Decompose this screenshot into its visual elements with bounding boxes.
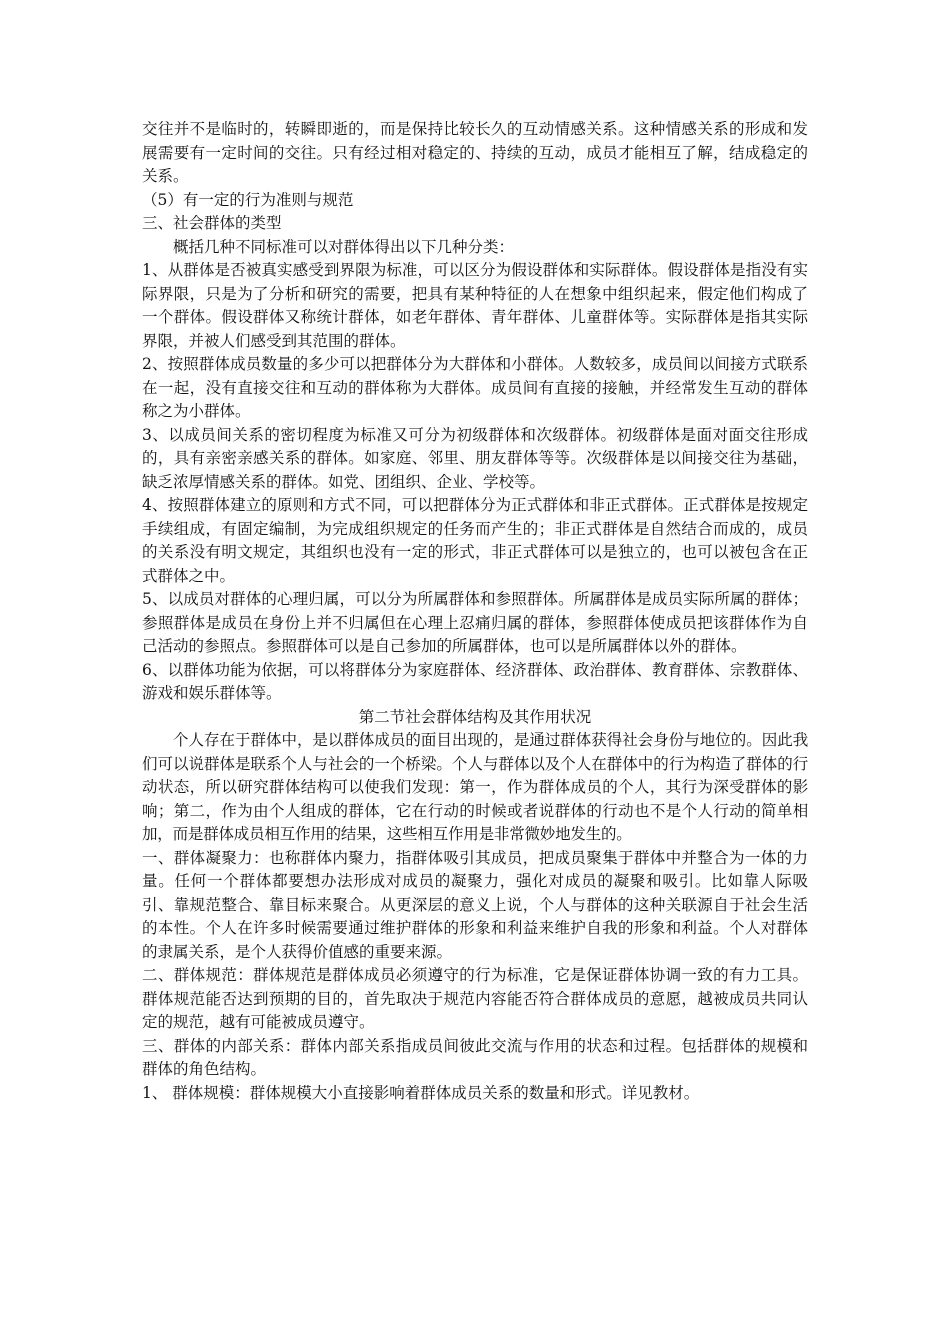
norms-paragraph: 二、群体规范：群体规范是群体成员必须遵守的行为标准，它是保证群体协调一致的有力工具。群体规范能否达到预期的目的，首先取决于规范内容能否符合群体成员的意愿，越被成员共同认定的规范，越有可能被成员遵守。 <box>142 966 808 1031</box>
cohesion-paragraph: 一、群体凝聚力：也称群体内聚力，指群体吸引其成员，把成员聚集于群体中并整合为一体的力量。任何一个群体都要想办法形成对成员的凝聚力，强化对成员的凝聚和吸引。比如靠人际吸引、靠规范整合、靠目标来聚合。从更深层的意义上说，个人与群体的这种关联源自于社会生活的本性。个人在许多时候需要通过维护群体的形象和利益来维护自我的形象和利益。个人对群体的隶属关系，是个人获得价值感的重要来源。 <box>142 848 808 961</box>
type-6-paragraph: 6、以群体功能为依据，可以将群体分为家庭群体、经济群体、政治群体、教育群体、宗教群体、游戏和娱乐群体等。 <box>142 660 808 702</box>
classification-intro: 概括几种不同标准可以对群体得出以下几种分类： <box>173 237 515 256</box>
internal-relations-paragraph: 三、群体的内部关系：群体内部关系指成员间彼此交流与作用的状态和过程。包括群体的规模和群体的角色结构。 <box>142 1036 808 1078</box>
type-2-paragraph: 2、按照群体成员数量的多少可以把群体分为大群体和小群体。人数较多，成员间以间接方式联系在一起，没有直接交往和互动的群体称为大群体。成员间有直接的接触，并经常发生互动的群体称之为小群体。 <box>142 355 808 420</box>
group-size-paragraph: 1、 群体规模：群体规模大小直接影响着群体成员关系的数量和形式。详见教材。 <box>142 1083 700 1102</box>
type-1-paragraph: 1、从群体是否被真实感受到界限为标准，可以区分为假设群体和实际群体。假设群体是指没有实际界限，只是为了分析和研究的需要，把具有某种特征的人在想象中组织起来，假定他们构成了一个群体。假设群体又称统计群体，如老年群体、青年群体、儿童群体等。实际群体是指其实际界限，并被人们感受到其范围的群体。 <box>142 261 808 350</box>
section-three-heading: 三、社会群体的类型 <box>142 214 282 232</box>
type-4-paragraph: 4、按照群体建立的原则和方式不同，可以把群体分为正式群体和非正式群体。正式群体是按规定手续组成，有固定编制，为完成组织规定的任务而产生的；非正式群体是自然结合而成的，成员的关系没有明文规定，其组织也没有一定的形式，非正式群体可以是独立的，也可以被包含在正式群体之中。 <box>142 496 808 585</box>
item-5-heading: （5）有一定的行为准则与规范 <box>142 190 354 209</box>
document-page <box>142 118 808 1105</box>
section-intro-paragraph: 个人存在于群体中，是以群体成员的面目出现的，是通过群体获得社会身份与地位的。因此我们可以说群体是联系个人与社会的一个桥梁。个人与群体以及个人在群体中的行为构造了群体的行动状态，所以研究群体结构可以使我们发现：第一，作为群体成员的个人，其行为深受群体的影响；第二，作为由个人组成的群体，它在行动的时候或者说群体的行动也不是个人行动的简单相加，而是群体成员相互作用的结果，这些相互作用是非常微妙地发生的。 <box>142 731 808 843</box>
paragraph-intro: 交往并不是临时的，转瞬即逝的，而是保持比较长久的互动情感关系。这种情感关系的形成和发展需要有一定时间的交往。只有经过相对稳定的、持续的互动，成员才能相互了解，结成稳定的关系。 <box>142 120 808 185</box>
section-title: 第二节社会群体结构及其作用状况 <box>358 707 592 726</box>
type-3-paragraph: 3、以成员间关系的密切程度为标准又可分为初级群体和次级群体。初级群体是面对面交往形成的，具有亲密亲感关系的群体。如家庭、邻里、朋友群体等等。次级群体是以间接交往为基础，缺乏浓厚情感关系的群体。如党、团组织、企业、学校等。 <box>142 425 808 491</box>
type-5-paragraph: 5、以成员对群体的心理归属，可以分为所属群体和参照群体。所属群体是成员实际所属的群体；参照群体是成员在身份上并不归属但在心理上忍痛归属的群体，参照群体使成员把该群体作为自己活动的参照点。参照群体可以是自己参加的所属群体，也可以是所属群体以外的群体。 <box>142 590 808 655</box>
